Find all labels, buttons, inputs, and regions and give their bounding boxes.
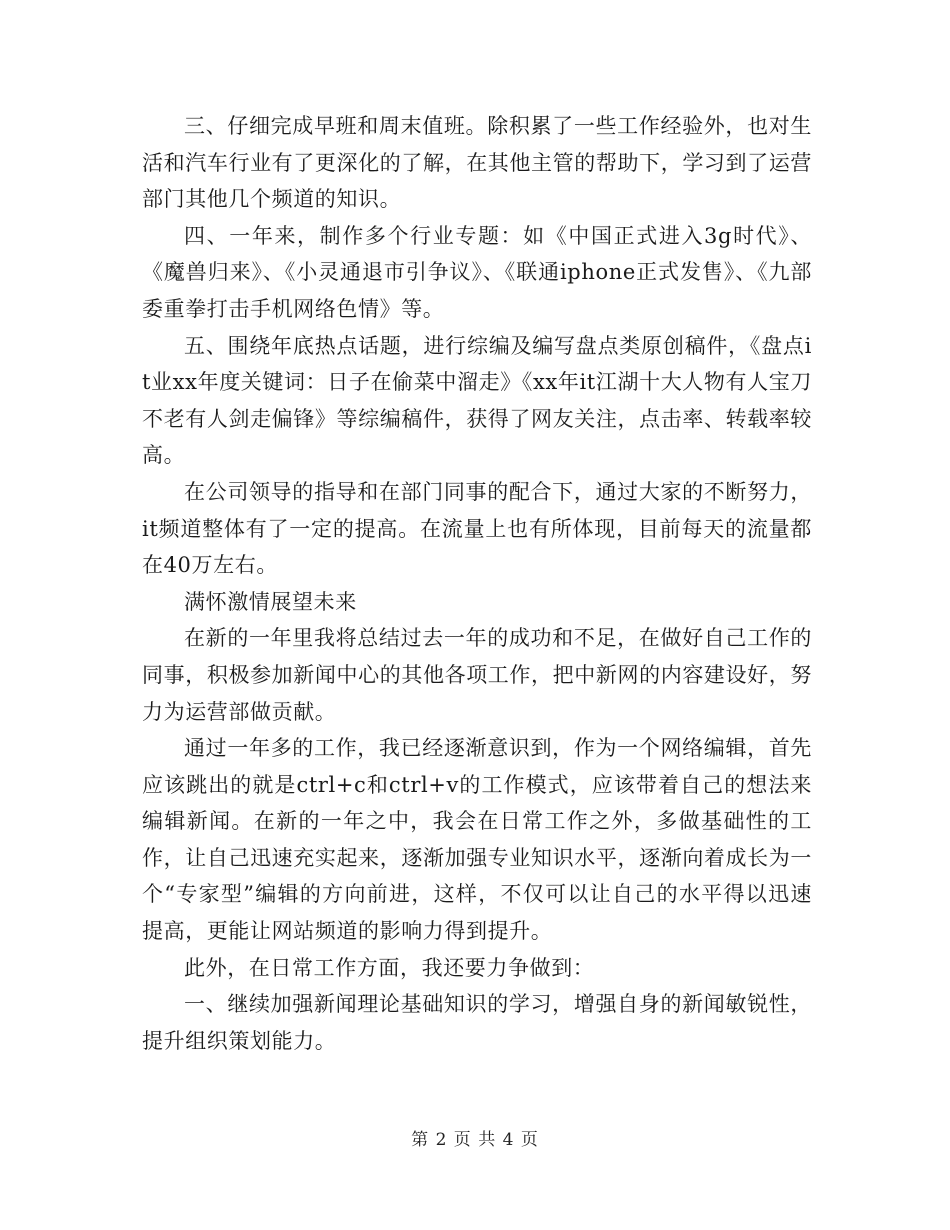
paragraph-special-topics: 四、一年来，制作多个行业专题：如《中国正式进入3g时代》、《魔兽归来》、《小灵通退市引争议》、《联通iphone正式发售》、《九部委重拳打击手机网络色情》等。	[142, 223, 812, 321]
page-number-footer: 第 2 页 共 4 页	[411, 1130, 539, 1150]
paragraph-early-shift: 三、仔细完成早班和周末值班。除积累了一些工作经验外，也对生活和汽车行业有了更深化的了解，在其他主管的帮助下，学习到了运营部门其他几个频道的知识。	[142, 114, 812, 212]
paragraph-traffic: 在公司领导的指导和在部门同事的配合下，通过大家的不断努力，it频道整体有了一定的提高。在流量上也有所体现，目前每天的流量都在40万左右。	[142, 479, 812, 578]
section-heading-future: 满怀激情展望未来	[184, 589, 357, 614]
paragraph-goal-one: 一、继续加强新闻理论基础知识的学习，增强自身的新闻敏锐性，提升组织策划能力。	[142, 992, 812, 1053]
document-body	[142, 108, 812, 1059]
paragraph-editor-growth: 通过一年多的工作，我已经逐渐意识到，作为一个网络编辑，首先应该跳出的就是ctrl+c和ctrl+v的工作模式，应该带着自己的想法来编辑新闻。在新的一年之中，我会在日常工作之外，多做基础性的工作，让自己迅速充实起来，逐渐加强专业知识水平，逐渐向着成长为一个“专家型”编辑的方向前进，这样，不仅可以让自己的水平得以迅速提高，更能让网站频道的影响力得到提升。	[142, 736, 812, 944]
paragraph-year-end-review: 五、围绕年底热点话题，进行综编及编写盘点类原创稿件，《盘点it业xx年度关键词：日子在偷菜中溜走》《xx年it江湖十大人物有人宝刀不老有人剑走偏锋》等综编稿件，获得了网友关注，点击率、转载率较高。	[142, 333, 812, 468]
paragraph-daily-goals: 此外，在日常工作方面，我还要力争做到：	[184, 955, 595, 980]
paragraph-new-year-plan: 在新的一年里我将总结过去一年的成功和不足，在做好自己工作的同事，积极参加新闻中心的其他各项工作，把中新网的内容建设好，努力为运营部做贡献。	[142, 626, 812, 724]
